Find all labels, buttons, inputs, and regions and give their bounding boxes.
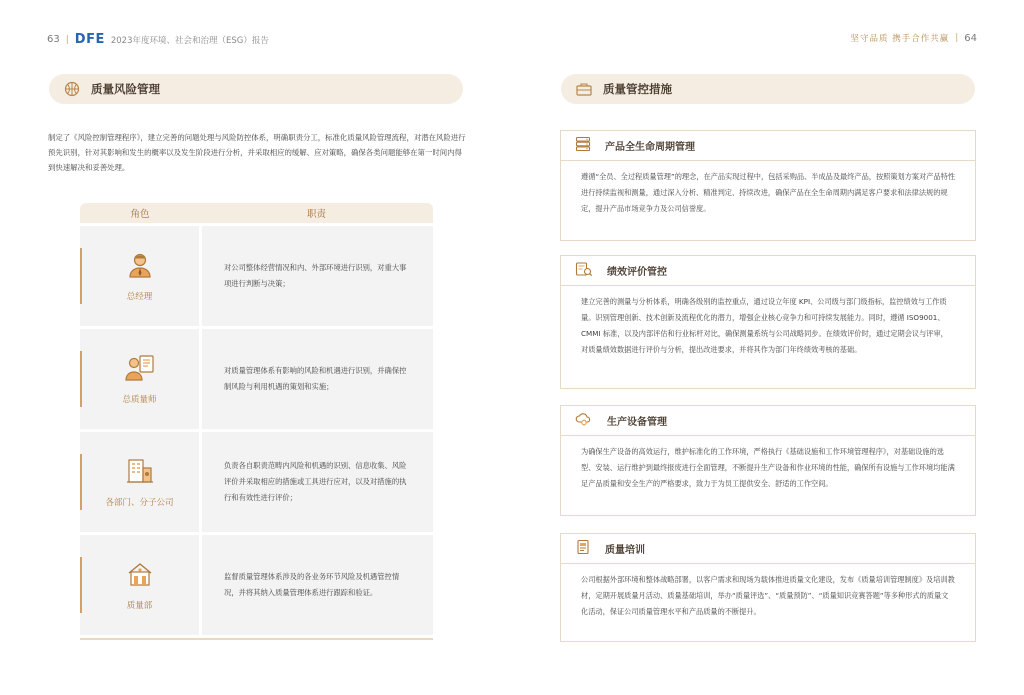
card-body: 为确保生产设备的高效运行，维护标准化的工作环境，严格执行《基础设施和工作环境管理程序》，对基础设施的选型、安装、运行维护到最终报废进行全面管理，不断提升生产设备和作业环境的性能，确保所有设施与工作环境均能满足产品质量和安全生产的严格要求，致力于为员工提供安全、舒适的工作空间。 — [581, 447, 955, 488]
duty-cell: 负责各自职责范畴内风险和机遇的识别、信息收集、风险评价并采取相应的措施或工具进行应对，以及对措施的执行和有效性进行评价； — [202, 432, 433, 532]
server-stack-icon — [575, 136, 591, 156]
table-row — [80, 432, 433, 532]
roles-table — [80, 203, 433, 640]
role-name: 质量部 — [126, 601, 153, 611]
toolbox-icon — [575, 80, 593, 98]
card-header — [561, 534, 975, 564]
page-number-right: 64 — [964, 32, 977, 44]
quality-engineer-icon — [123, 353, 157, 387]
column-header-role: 角色 — [130, 209, 150, 220]
role-cell — [80, 535, 199, 635]
role-cell — [80, 329, 199, 429]
gear-cloud-icon — [575, 411, 593, 431]
table-header — [80, 203, 433, 223]
role-cell — [80, 432, 199, 532]
quality-dept-icon — [125, 559, 155, 593]
evaluation-icon — [575, 261, 593, 281]
table-row — [80, 329, 433, 429]
header-divider: | — [65, 34, 69, 45]
card-title: 产品全生命周期管理 — [605, 142, 695, 153]
card-equipment — [560, 405, 976, 516]
page-header-left — [47, 32, 269, 47]
section-title: 质量风险管理 — [91, 82, 160, 96]
card-body: 公司根据外部环境和整体战略部署，以客户需求和现场为载体推进质量文化建设，发布《质量培训管理制度》及培训教材，定期开展质量月活动、质量基础培训，举办“质量评选”、“质量预防”、“质量知识竞赛答题”等多种形式的质量文化活动，保证公司质量管理水平和产品质量的不断提升。 — [581, 575, 955, 616]
table-footer-line — [80, 638, 433, 640]
report-title: 2023年度环境、社会和治理（ESG）报告 — [110, 35, 269, 46]
page-number-left: 63 — [47, 34, 60, 45]
card-title: 生产设备管理 — [607, 417, 667, 428]
role-name: 各部门、分子公司 — [105, 498, 174, 508]
card-performance — [560, 255, 976, 389]
intro-paragraph: 制定了《风险控制管理程序》，建立完善的问题处理与风险防控体系，明确职责分工，标准化质量风险管理流程，对潜在风险进行预先识别，针对其影响和发生的概率以及发生阶段进行分析，并采取相应的缓解、应对策略，确保各类问题能够在第一时间内得到快速解决和妥善处理。 — [48, 133, 466, 172]
table-row — [80, 226, 433, 326]
card-header — [561, 256, 975, 286]
card-lifecycle — [560, 130, 976, 241]
duty-cell: 对质量管理体系有影响的风险和机遇进行识别，并确保控制风险与利用机遇的策划和实施； — [202, 329, 433, 429]
company-logo: DFE — [74, 32, 105, 47]
card-body: 遵循“全员、全过程质量管理”的理念，在产品实现过程中，包括采购品、半成品及最终产品，按照策划方案对产品特性进行持续监视和测量，通过深入分析、精准判定、持续改进，确保产品在全生命周期内满足客户要求和法律法规的规定，提升产品市场竞争力及公司信誉度。 — [581, 172, 956, 213]
basketball-icon — [63, 80, 81, 98]
page-header-right — [851, 32, 977, 44]
duty-cell: 对公司整体经营情况和内、外部环境进行识别，对重大事项进行判断与决策； — [202, 226, 433, 326]
training-doc-icon — [575, 539, 591, 559]
card-header — [561, 131, 975, 161]
role-name: 总质量师 — [122, 395, 157, 405]
section-header-controls — [561, 74, 975, 104]
column-header-duty: 职责 — [306, 209, 326, 220]
card-body: 建立完善的测量与分析体系，明确各级别的监控重点，通过设立年度 KPI、公司级与部门级指标，监控绩效与工作质量。识别管理创新、技术创新及流程优化的潜力，增强企业核心竞争力和可持续发展能力。同时，遵循 ISO9001、CMMI 标准，以及内部评估和行业标杆对比，确保测量系统与公司战略同步。在绩效评价时，通过定期会议与评审，对质量绩效数据进行评价与分析，提出改进要求，并将其作为部门年终绩效考核的基础。 — [581, 297, 948, 354]
card-training — [560, 533, 976, 642]
departments-icon — [125, 456, 155, 490]
section-header-risk — [49, 74, 463, 104]
role-name: 总经理 — [126, 292, 153, 302]
card-title: 绩效评价管控 — [607, 267, 667, 278]
role-cell — [80, 226, 199, 326]
header-slogan: 坚守品质 携手合作共赢 — [850, 34, 950, 44]
table-row — [80, 535, 433, 635]
duty-cell: 监督质量管理体系涉及的各业务环节风险及机遇管控情况，并将其纳入质量管理体系进行跟踪和验证。 — [202, 535, 433, 635]
manager-icon — [125, 250, 155, 284]
card-header — [561, 406, 975, 436]
header-divider: | — [955, 33, 959, 43]
card-title: 质量培训 — [605, 545, 645, 556]
section-title: 质量管控措施 — [603, 82, 672, 96]
